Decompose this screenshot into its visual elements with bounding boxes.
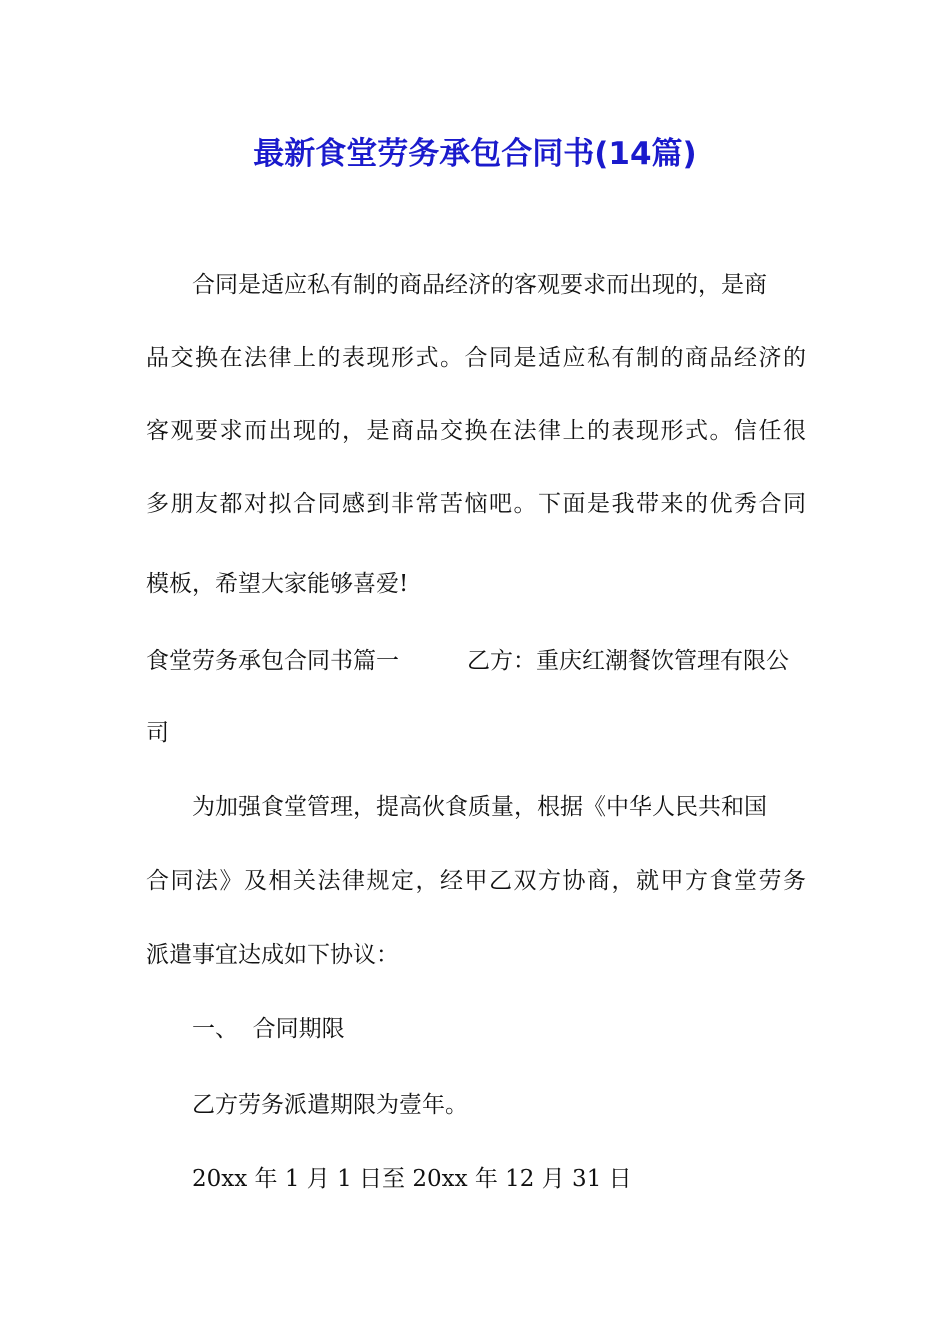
- clause-1-text: 乙方劳务派遣期限为壹年。: [192, 1092, 468, 1118]
- intro-line-4: 多朋友都对拟合同感到非常苦恼吧。下面是我带来的优秀合同: [146, 491, 806, 517]
- intro-line-5: 模板，希望大家能够喜爱!: [146, 571, 409, 597]
- purpose-line-1: 为加强食堂管理，提高伙食质量，根据《中华人民共和国: [192, 794, 767, 820]
- purpose-line-2: 合同法》及相关法律规定，经甲乙双方协商，就甲方食堂劳务: [146, 868, 806, 894]
- document-title: 最新食堂劳务承包合同书(14篇): [253, 136, 697, 172]
- clause-1-dates: 20xx 年 1 月 1 日至 20xx 年 12 月 31 日: [192, 1166, 632, 1192]
- clause-1-heading: 一、 合同期限: [192, 1016, 345, 1042]
- party-b-line-1: 乙方：重庆红潮餐饮管理有限公: [467, 648, 789, 674]
- party-b-line-2: 司: [146, 720, 169, 746]
- intro-line-1: 合同是适应私有制的商品经济的客观要求而出现的，是商: [192, 272, 767, 298]
- intro-line-3: 客观要求而出现的，是商品交换在法律上的表现形式。信任很: [146, 418, 806, 444]
- section-heading: 食堂劳务承包合同书篇一: [146, 648, 399, 674]
- purpose-line-3: 派遣事宜达成如下协议：: [146, 942, 399, 968]
- intro-line-2: 品交换在法律上的表现形式。合同是适应私有制的商品经济的: [146, 345, 806, 371]
